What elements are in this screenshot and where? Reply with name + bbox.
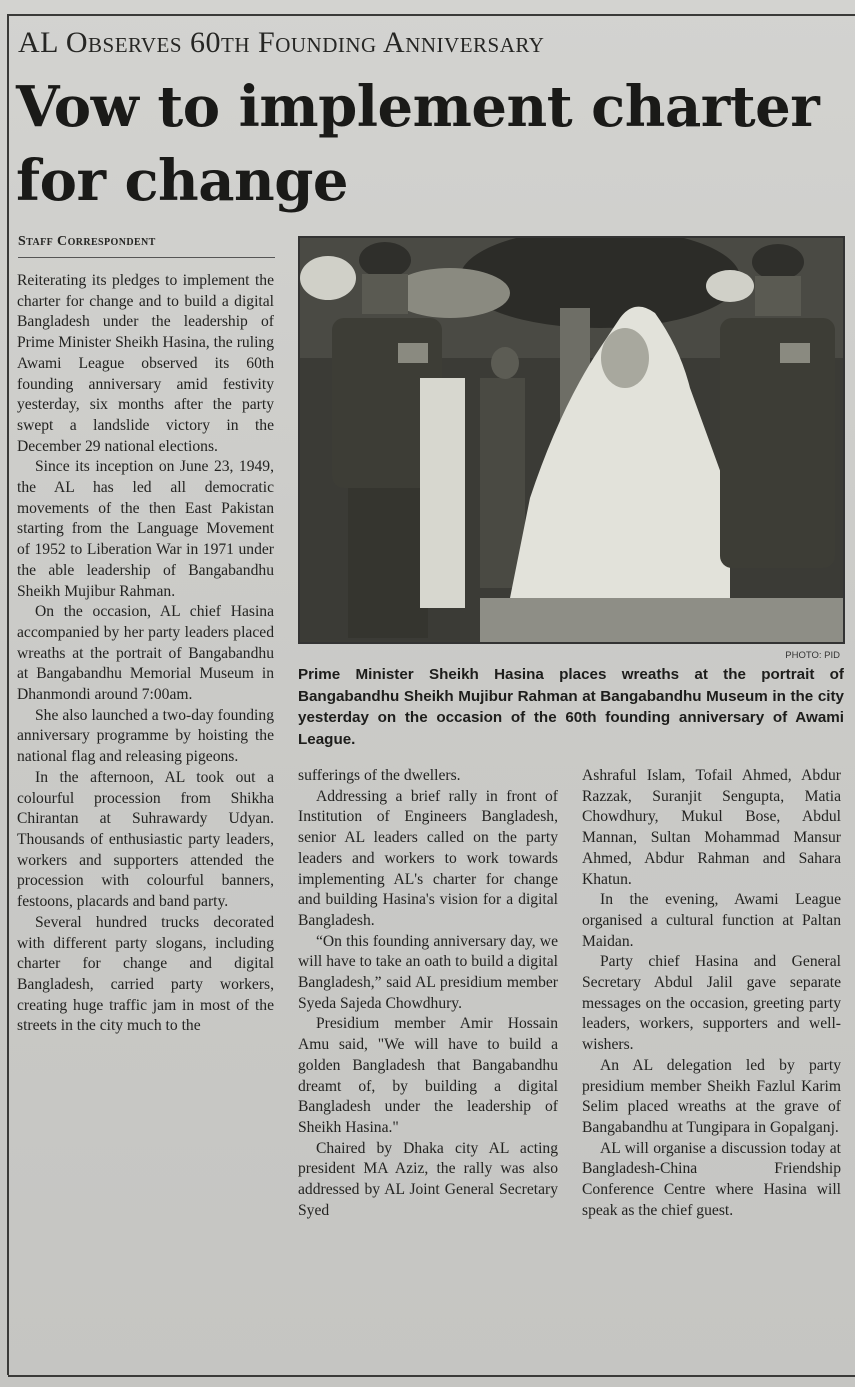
paragraph: On the occasion, AL chief Hasina accompanied by her party leaders placed wreaths at the portrait of Bangabandhu at Bangabandhu Memorial Museum in Dhanmondi around 7:00am. bbox=[17, 603, 274, 704]
news-photo bbox=[298, 236, 845, 644]
paragraph: Reiterating its pledges to implement the charter for change and to build a digital Bangladesh under the leadership of Prime Minister Sheikh Hasina, the ruling Awami League observed its 60th founding anniversary amid festivity yesterday, six months after the party swept a landslide victory in the December 29 national elections. bbox=[17, 272, 274, 455]
article-column-3 bbox=[582, 766, 841, 1221]
top-rule bbox=[8, 14, 855, 16]
paragraph: She also launched a two-day founding anniversary programme by hoisting the national flag and releasing pigeons. bbox=[17, 706, 274, 766]
byline-rule bbox=[18, 257, 275, 258]
headline: Vow to implement charter for change bbox=[16, 74, 820, 214]
paragraph: Presidium member Amir Hossain Amu said, "We will have to build a golden Bangladesh that Bangabandhu dreamt of, by building a digital Bangladesh under the leadership of Sheikh Hasina." bbox=[298, 1015, 558, 1136]
paragraph: AL will organise a discussion today at Bangladesh-China Friendship Conference Centre where Hasina will speak as the chief guest. bbox=[582, 1139, 841, 1219]
paragraph: Party chief Hasina and General Secretary Abdul Jalil gave separate messages on the occasion, greeting party leaders, workers, supporters and well-wishers. bbox=[582, 953, 841, 1054]
left-rule bbox=[7, 14, 9, 1375]
kicker: AL Observes 60th Founding Anniversary bbox=[18, 26, 545, 59]
bottom-rule bbox=[8, 1375, 855, 1377]
photo-credit: PHOTO: PID bbox=[785, 650, 840, 661]
paragraph: “On this founding anniversary day, we will have to take an oath to build a digital Bangladesh,” said AL presidium member Syeda Sajeda Chowdhury. bbox=[298, 932, 558, 1012]
paragraph: Several hundred trucks decorated with different party slogans, including charter for change and digital Bangladesh, carried party workers, creating huge traffic jam in most of the streets in the city much to the bbox=[17, 913, 274, 1035]
paragraph: Addressing a brief rally in front of Institution of Engineers Bangladesh, senior AL leaders called on the party leaders and workers to work towards implementing AL's charter for change and building Hasina's vision for a digital Bangladesh. bbox=[298, 787, 558, 929]
paragraph: Ashraful Islam, Tofail Ahmed, Abdur Razzak, Suranjit Sengupta, Matia Chowdhury, Mukul Bose, Abdul Mannan, Sultan Mohammad Mansur Ahmed, Abdur Rahman and Sahara Khatun. bbox=[582, 767, 841, 888]
article-column-1 bbox=[17, 271, 274, 1037]
photo-caption: Prime Minister Sheikh Hasina places wreaths at the portrait of Bangabandhu Sheikh Mujibur Rahman at Bangabandhu Museum in the city yesterday on the occasion of the 60th founding anniversary of Awami League. bbox=[298, 666, 844, 748]
byline: Staff Correspondent bbox=[18, 234, 156, 249]
paragraph: An AL delegation led by party presidium member Sheikh Fazlul Karim Selim placed wreaths at the grave of Bangabandhu at Tungipara in Gopalganj. bbox=[582, 1056, 841, 1136]
paragraph: sufferings of the dwellers. bbox=[298, 767, 461, 784]
article-column-2 bbox=[298, 766, 558, 1221]
photo-illustration bbox=[300, 238, 843, 642]
paragraph: Since its inception on June 23, 1949, the AL has led all democratic movements of the then East Pakistan starting from the Language Movement of 1952 to Liberation War in 1971 under the able leadership of Bangabandhu Sheikh Mujibur Rahman. bbox=[17, 458, 274, 600]
paragraph: Chaired by Dhaka city AL acting president MA Aziz, the rally was also addressed by AL Joint General Secretary Syed bbox=[298, 1139, 558, 1219]
paragraph: In the afternoon, AL took out a colourful procession from Shikha Chirantan at Suhrawardy Udyan. Thousands of enthusiastic party leaders, workers and supporters attended the procession with colourful banners, festoons, placards and band party. bbox=[17, 768, 274, 911]
paragraph: In the evening, Awami League organised a cultural function at Paltan Maidan. bbox=[582, 891, 841, 950]
